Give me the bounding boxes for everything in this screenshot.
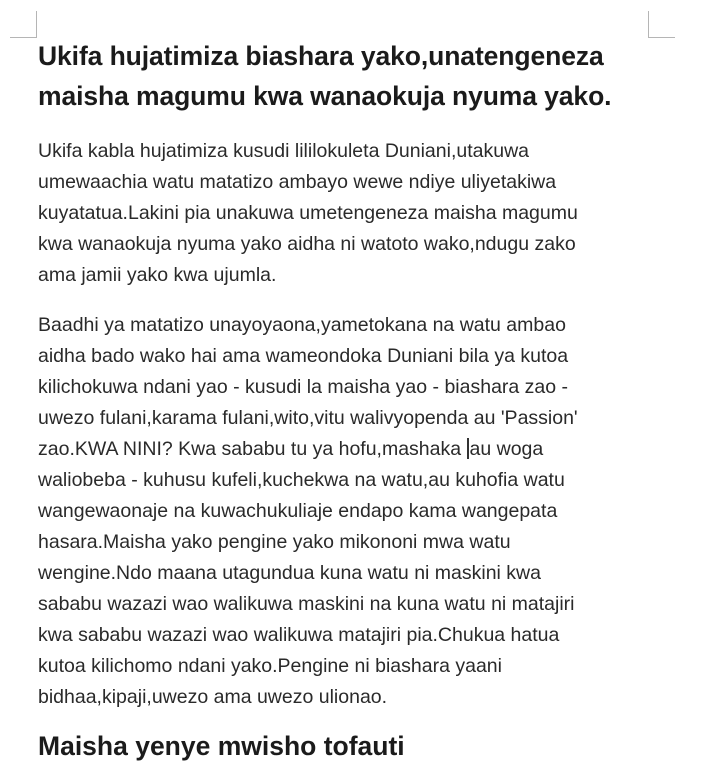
paragraph-line: kwa wanaokuja nyuma yako aidha ni watoto wako,ndugu zako (38, 233, 576, 255)
paragraph-line: hasara.Maisha yako pengine yako mikononi mwa watu (38, 531, 511, 553)
paragraph-line: kutoa kilichomo ndani yako.Pengine ni biashara yaani (38, 655, 502, 677)
paragraph-line: kwa sababu wazazi wao walikuwa matajiri pia.Chukua hatua (38, 624, 560, 646)
document-heading (38, 36, 698, 116)
page-corner-mark-top-right (648, 11, 675, 38)
paragraph-line: wangewaonaje na kuwachukuliaje endapo kama wangepata (38, 500, 558, 522)
paragraph-line: kuyatatua.Lakini pia unakuwa umetengeneza maisha magumu (38, 202, 578, 224)
paragraph-line: bidhaa,kipaji,uwezo ama uwezo ulionao. (38, 686, 388, 708)
heading-line: maisha magumu kwa wanaokuja nyuma yako. (38, 81, 612, 111)
paragraph-line: uwezo fulani,karama fulani,wito,vitu walivyopenda au 'Passion' (38, 407, 578, 429)
paragraph-line-tail: au woga (469, 438, 544, 460)
paragraph-line: kilichokuwa ndani yao - kusudi la maisha yao - biashara zao - (38, 376, 569, 398)
paragraph-line-head: zao.KWA NINI? Kwa sababu tu ya hofu,mashaka (38, 438, 467, 460)
paragraph-line: aidha bado wako hai ama wameondoka Duniani bila ya kutoa (38, 345, 569, 367)
document-body[interactable] (38, 36, 698, 766)
text-cursor (467, 438, 469, 459)
paragraph-line: Ukifa kabla hujatimiza kusudi lililokuleta Duniani,utakuwa (38, 140, 530, 162)
page-corner-mark-top-left (10, 11, 37, 38)
paragraph-line: umewaachia watu matatizo ambayo wewe ndiye uliyetakiwa (38, 171, 557, 193)
heading-line: Ukifa hujatimiza biashara yako,unatengeneza (38, 41, 604, 71)
next-heading-partial: Maisha yenye mwisho tofauti (38, 731, 405, 761)
paragraph-line: ama jamii yako kwa ujumla. (38, 264, 277, 286)
paragraph-line-with-cursor (38, 434, 698, 465)
paragraph-line: waliobeba - kuhusu kufeli,kuchekwa na watu,au kuhofia watu (38, 469, 565, 491)
paragraph-line: Baadhi ya matatizo unayoyaona,yametokana na watu ambao (38, 314, 566, 336)
paragraph-2[interactable] (38, 310, 698, 713)
paragraph-line: wengine.Ndo maana utagundua kuna watu ni maskini kwa (38, 562, 541, 584)
paragraph-line: sababu wazazi wao walikuwa maskini na kuna watu ni matajiri (38, 593, 575, 615)
paragraph-1[interactable] (38, 136, 698, 291)
